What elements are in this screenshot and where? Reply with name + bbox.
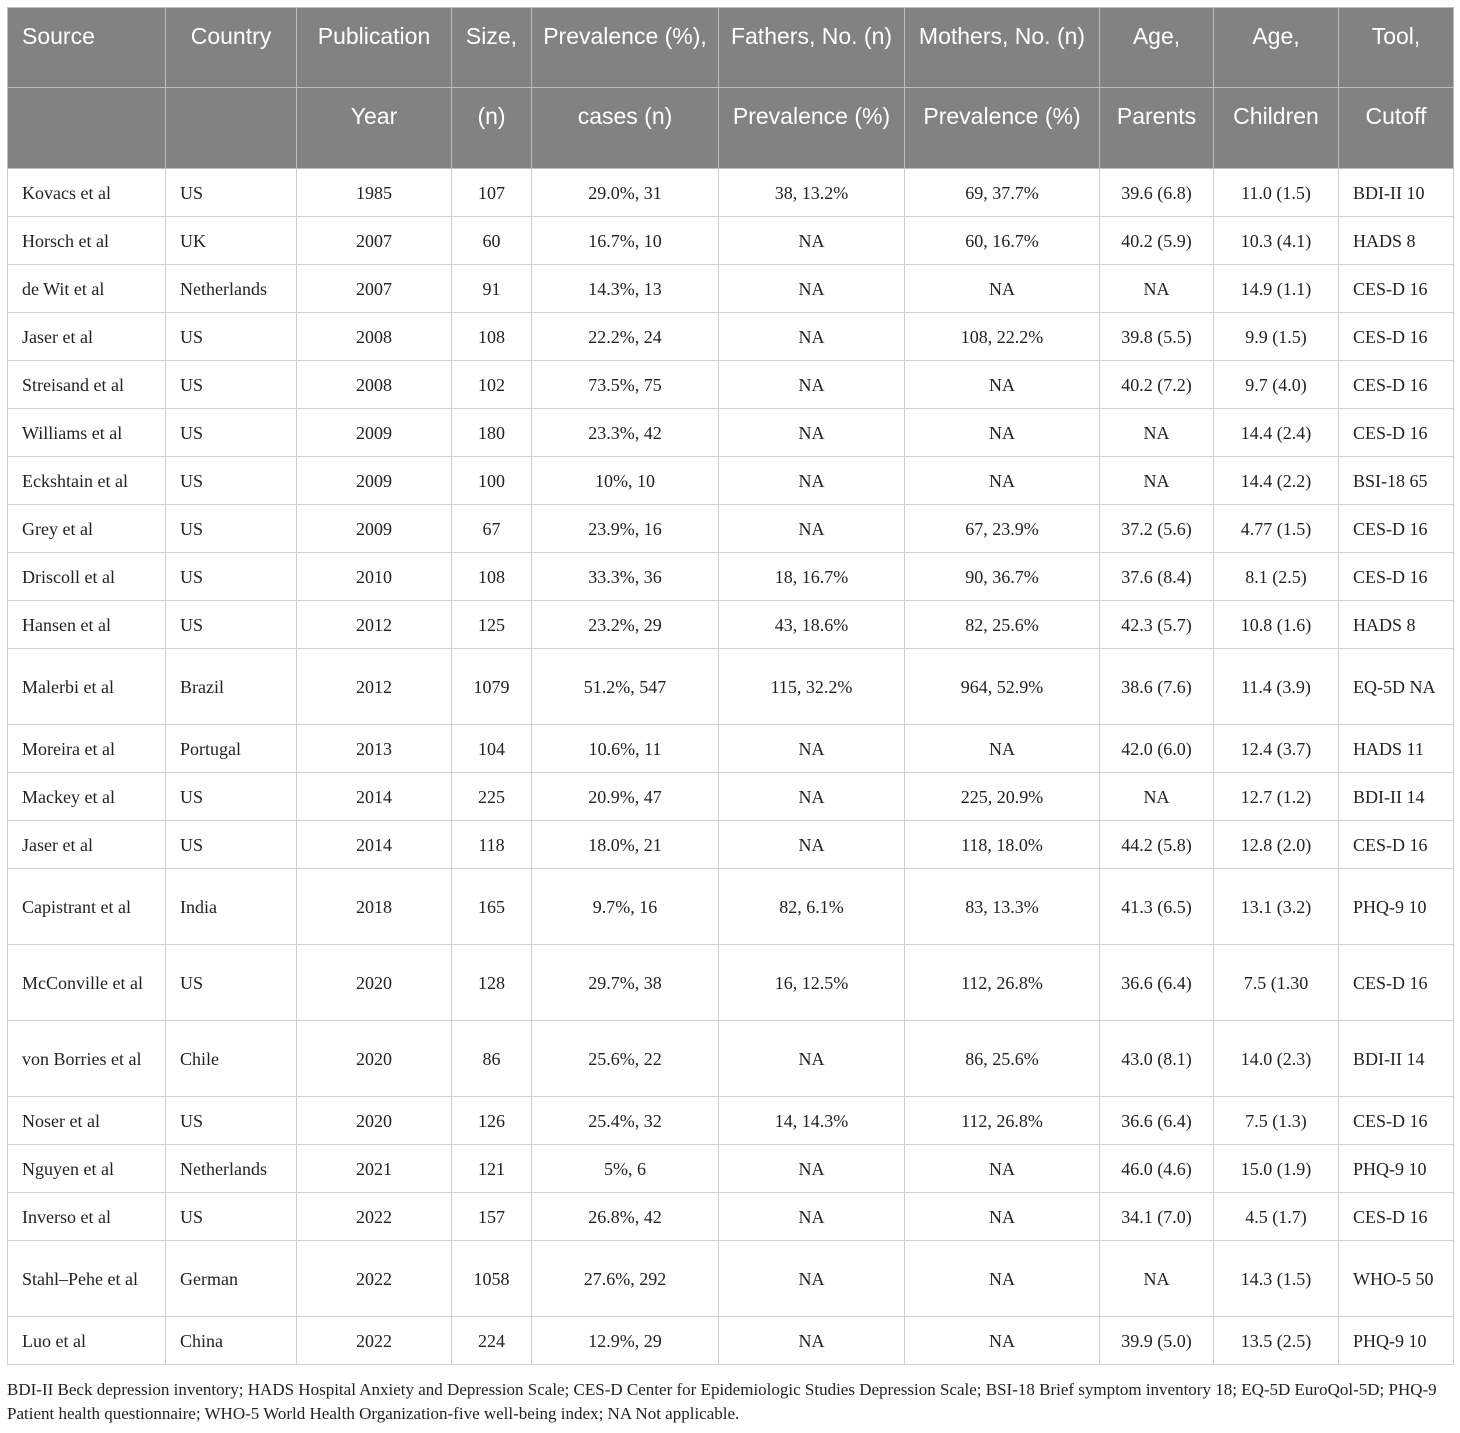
cell-size: 118 (452, 821, 532, 869)
header-fathers: Fathers, No. (n) (719, 8, 905, 88)
cell-source: Inverso et al (8, 1193, 166, 1241)
cell-size: 165 (452, 869, 532, 945)
cell-year: 2009 (297, 409, 452, 457)
cell-country: UK (166, 217, 297, 265)
cell-source: Capistrant et al (8, 869, 166, 945)
cell-age-parents: 39.8 (5.5) (1100, 313, 1214, 361)
cell-age-children: 10.3 (4.1) (1214, 217, 1339, 265)
cell-age-children: 12.4 (3.7) (1214, 725, 1339, 773)
cell-size: 225 (452, 773, 532, 821)
cell-mothers: 69, 37.7% (905, 169, 1100, 217)
cell-prevalence: 25.4%, 32 (532, 1097, 719, 1145)
cell-fathers: NA (719, 217, 905, 265)
cell-prevalence: 33.3%, 36 (532, 553, 719, 601)
cell-year: 2013 (297, 725, 452, 773)
cell-fathers: NA (719, 265, 905, 313)
header-size: Size, (452, 8, 532, 88)
table-row (8, 1021, 1454, 1097)
cell-age-parents: 41.3 (6.5) (1100, 869, 1214, 945)
table-row (8, 869, 1454, 945)
cell-country: Brazil (166, 649, 297, 725)
cell-country: US (166, 1097, 297, 1145)
cell-size: 108 (452, 313, 532, 361)
cell-tool: BDI-II 10 (1339, 169, 1454, 217)
table-row (8, 457, 1454, 505)
table-row (8, 361, 1454, 409)
cell-country: US (166, 409, 297, 457)
cell-year: 2010 (297, 553, 452, 601)
cell-fathers: 14, 14.3% (719, 1097, 905, 1145)
cell-tool: CES-D 16 (1339, 1193, 1454, 1241)
header-cases: cases (n) (532, 88, 719, 169)
cell-year: 2007 (297, 265, 452, 313)
cell-prevalence: 9.7%, 16 (532, 869, 719, 945)
cell-age-parents: 34.1 (7.0) (1100, 1193, 1214, 1241)
cell-age-children: 14.4 (2.4) (1214, 409, 1339, 457)
cell-country: US (166, 361, 297, 409)
cell-tool: HADS 8 (1339, 601, 1454, 649)
cell-tool: HADS 11 (1339, 725, 1454, 773)
cell-age-children: 11.4 (3.9) (1214, 649, 1339, 725)
table-row (8, 409, 1454, 457)
cell-country: Chile (166, 1021, 297, 1097)
table-row (8, 1241, 1454, 1317)
cell-size: 128 (452, 945, 532, 1021)
cell-fathers: NA (719, 1021, 905, 1097)
cell-age-parents: 43.0 (8.1) (1100, 1021, 1214, 1097)
cell-prevalence: 29.0%, 31 (532, 169, 719, 217)
cell-mothers: 82, 25.6% (905, 601, 1100, 649)
cell-prevalence: 20.9%, 47 (532, 773, 719, 821)
cell-prevalence: 73.5%, 75 (532, 361, 719, 409)
cell-size: 67 (452, 505, 532, 553)
cell-source: Malerbi et al (8, 649, 166, 725)
table-row (8, 217, 1454, 265)
cell-tool: PHQ-9 10 (1339, 869, 1454, 945)
cell-prevalence: 14.3%, 13 (532, 265, 719, 313)
header-source-sub (8, 88, 166, 169)
cell-mothers: NA (905, 725, 1100, 773)
cell-tool: CES-D 16 (1339, 553, 1454, 601)
cell-fathers: 18, 16.7% (719, 553, 905, 601)
cell-age-children: 12.8 (2.0) (1214, 821, 1339, 869)
header-mothers-prevalence: Prevalence (%) (905, 88, 1100, 169)
cell-year: 2008 (297, 361, 452, 409)
cell-mothers: NA (905, 1241, 1100, 1317)
cell-prevalence: 10.6%, 11 (532, 725, 719, 773)
cell-source: Horsch et al (8, 217, 166, 265)
table-row (8, 1097, 1454, 1145)
cell-fathers: NA (719, 773, 905, 821)
header-cutoff: Cutoff (1339, 88, 1454, 169)
cell-source: Mackey et al (8, 773, 166, 821)
cell-size: 121 (452, 1145, 532, 1193)
cell-age-parents: NA (1100, 457, 1214, 505)
cell-source: Noser et al (8, 1097, 166, 1145)
cell-fathers: NA (719, 1317, 905, 1365)
cell-year: 1985 (297, 169, 452, 217)
cell-fathers: 16, 12.5% (719, 945, 905, 1021)
cell-age-parents: 38.6 (7.6) (1100, 649, 1214, 725)
header-mothers: Mothers, No. (n) (905, 8, 1100, 88)
header-age-parents: Age, (1100, 8, 1214, 88)
header-publication: Publication (297, 8, 452, 88)
table-row (8, 169, 1454, 217)
cell-age-parents: 36.6 (6.4) (1100, 1097, 1214, 1145)
cell-year: 2014 (297, 773, 452, 821)
cell-mothers: NA (905, 1317, 1100, 1365)
cell-mothers: 60, 16.7% (905, 217, 1100, 265)
cell-source: Moreira et al (8, 725, 166, 773)
header-prevalence: Prevalence (%), (532, 8, 719, 88)
cell-age-parents: NA (1100, 265, 1214, 313)
cell-mothers: NA (905, 1145, 1100, 1193)
cell-year: 2009 (297, 505, 452, 553)
table-row (8, 945, 1454, 1021)
cell-age-children: 4.77 (1.5) (1214, 505, 1339, 553)
cell-mothers: 83, 13.3% (905, 869, 1100, 945)
cell-source: Hansen et al (8, 601, 166, 649)
cell-age-parents: NA (1100, 773, 1214, 821)
cell-source: Williams et al (8, 409, 166, 457)
table-header (8, 8, 1454, 169)
cell-source: Driscoll et al (8, 553, 166, 601)
cell-prevalence: 23.3%, 42 (532, 409, 719, 457)
cell-age-parents: 46.0 (4.6) (1100, 1145, 1214, 1193)
cell-age-children: 13.5 (2.5) (1214, 1317, 1339, 1365)
cell-fathers: 82, 6.1% (719, 869, 905, 945)
cell-age-children: 14.0 (2.3) (1214, 1021, 1339, 1097)
cell-country: US (166, 505, 297, 553)
cell-mothers: 67, 23.9% (905, 505, 1100, 553)
cell-age-parents: 39.9 (5.0) (1100, 1317, 1214, 1365)
cell-mothers: 90, 36.7% (905, 553, 1100, 601)
cell-fathers: NA (719, 409, 905, 457)
cell-mothers: 86, 25.6% (905, 1021, 1100, 1097)
cell-year: 2018 (297, 869, 452, 945)
cell-size: 100 (452, 457, 532, 505)
table-row (8, 1317, 1454, 1365)
table-footnote: BDI-II Beck depression inventory; HADS Hospital Anxiety and Depression Scale; CES-D Center for Epidemiologic Studies Depression Scale; BSI-18 Brief symptom inventory 18; EQ-5D EuroQol-5D; PHQ-9 Patient health questionnaire; WHO-5 World Health Organization-five well-being index; NA Not applicable. (7, 1380, 1437, 1423)
cell-fathers: NA (719, 821, 905, 869)
header-row-2 (8, 88, 1454, 169)
cell-size: 91 (452, 265, 532, 313)
cell-age-children: 14.9 (1.1) (1214, 265, 1339, 313)
header-tool: Tool, (1339, 8, 1454, 88)
cell-prevalence: 23.9%, 16 (532, 505, 719, 553)
cell-age-parents: NA (1100, 409, 1214, 457)
cell-tool: CES-D 16 (1339, 505, 1454, 553)
cell-tool: HADS 8 (1339, 217, 1454, 265)
header-source: Source (8, 8, 166, 88)
cell-prevalence: 18.0%, 21 (532, 821, 719, 869)
cell-fathers: NA (719, 725, 905, 773)
cell-age-children: 12.7 (1.2) (1214, 773, 1339, 821)
cell-mothers: 108, 22.2% (905, 313, 1100, 361)
cell-country: Netherlands (166, 265, 297, 313)
cell-tool: CES-D 16 (1339, 945, 1454, 1021)
cell-size: 1058 (452, 1241, 532, 1317)
cell-country: US (166, 773, 297, 821)
cell-size: 108 (452, 553, 532, 601)
table-row (8, 725, 1454, 773)
cell-tool: BSI-18 65 (1339, 457, 1454, 505)
cell-tool: WHO-5 50 (1339, 1241, 1454, 1317)
cell-country: Portugal (166, 725, 297, 773)
cell-size: 125 (452, 601, 532, 649)
cell-mothers: 112, 26.8% (905, 1097, 1100, 1145)
table-row (8, 505, 1454, 553)
cell-age-children: 10.8 (1.6) (1214, 601, 1339, 649)
cell-tool: CES-D 16 (1339, 409, 1454, 457)
cell-country: US (166, 457, 297, 505)
cell-tool: PHQ-9 10 (1339, 1317, 1454, 1365)
cell-prevalence: 23.2%, 29 (532, 601, 719, 649)
cell-source: Nguyen et al (8, 1145, 166, 1193)
cell-year: 2022 (297, 1193, 452, 1241)
cell-source: Grey et al (8, 505, 166, 553)
cell-prevalence: 12.9%, 29 (532, 1317, 719, 1365)
cell-age-parents: NA (1100, 1241, 1214, 1317)
cell-country: China (166, 1317, 297, 1365)
cell-fathers: NA (719, 1241, 905, 1317)
cell-tool: CES-D 16 (1339, 313, 1454, 361)
header-year: Year (297, 88, 452, 169)
cell-year: 2020 (297, 1097, 452, 1145)
cell-mothers: 225, 20.9% (905, 773, 1100, 821)
cell-country: US (166, 601, 297, 649)
cell-age-children: 4.5 (1.7) (1214, 1193, 1339, 1241)
cell-size: 157 (452, 1193, 532, 1241)
cell-mothers: NA (905, 265, 1100, 313)
table-row (8, 553, 1454, 601)
cell-size: 86 (452, 1021, 532, 1097)
table-row (8, 313, 1454, 361)
cell-tool: CES-D 16 (1339, 361, 1454, 409)
cell-source: Kovacs et al (8, 169, 166, 217)
cell-size: 60 (452, 217, 532, 265)
cell-country: German (166, 1241, 297, 1317)
cell-age-children: 11.0 (1.5) (1214, 169, 1339, 217)
cell-year: 2008 (297, 313, 452, 361)
cell-age-children: 14.3 (1.5) (1214, 1241, 1339, 1317)
cell-source: McConville et al (8, 945, 166, 1021)
cell-age-parents: 44.2 (5.8) (1100, 821, 1214, 869)
cell-fathers: 38, 13.2% (719, 169, 905, 217)
table-row (8, 649, 1454, 725)
cell-source: de Wit et al (8, 265, 166, 313)
cell-prevalence: 22.2%, 24 (532, 313, 719, 361)
cell-prevalence: 26.8%, 42 (532, 1193, 719, 1241)
cell-country: US (166, 945, 297, 1021)
cell-country: US (166, 313, 297, 361)
header-fathers-prevalence: Prevalence (%) (719, 88, 905, 169)
cell-tool: CES-D 16 (1339, 265, 1454, 313)
header-parents: Parents (1100, 88, 1214, 169)
cell-source: Jaser et al (8, 313, 166, 361)
cell-age-children: 8.1 (2.5) (1214, 553, 1339, 601)
cell-country: US (166, 553, 297, 601)
cell-age-children: 13.1 (3.2) (1214, 869, 1339, 945)
cell-year: 2007 (297, 217, 452, 265)
cell-size: 107 (452, 169, 532, 217)
cell-fathers: 43, 18.6% (719, 601, 905, 649)
cell-year: 2014 (297, 821, 452, 869)
cell-age-parents: 42.3 (5.7) (1100, 601, 1214, 649)
cell-prevalence: 5%, 6 (532, 1145, 719, 1193)
cell-size: 224 (452, 1317, 532, 1365)
cell-fathers: NA (719, 1193, 905, 1241)
cell-year: 2012 (297, 601, 452, 649)
cell-country: Netherlands (166, 1145, 297, 1193)
table-row (8, 265, 1454, 313)
header-row-1 (8, 8, 1454, 88)
cell-fathers: NA (719, 457, 905, 505)
cell-year: 2020 (297, 945, 452, 1021)
cell-source: Eckshtain et al (8, 457, 166, 505)
cell-year: 2012 (297, 649, 452, 725)
cell-country: India (166, 869, 297, 945)
cell-year: 2022 (297, 1241, 452, 1317)
cell-mothers: NA (905, 457, 1100, 505)
cell-age-children: 15.0 (1.9) (1214, 1145, 1339, 1193)
cell-fathers: NA (719, 313, 905, 361)
cell-fathers: NA (719, 361, 905, 409)
cell-prevalence: 25.6%, 22 (532, 1021, 719, 1097)
header-age-children: Age, (1214, 8, 1339, 88)
cell-mothers: 118, 18.0% (905, 821, 1100, 869)
table-row (8, 821, 1454, 869)
cell-size: 1079 (452, 649, 532, 725)
cell-age-parents: 37.2 (5.6) (1100, 505, 1214, 553)
cell-age-children: 7.5 (1.30 (1214, 945, 1339, 1021)
cell-fathers: 115, 32.2% (719, 649, 905, 725)
cell-age-children: 9.9 (1.5) (1214, 313, 1339, 361)
cell-mothers: NA (905, 361, 1100, 409)
cell-source: Streisand et al (8, 361, 166, 409)
table-row (8, 1145, 1454, 1193)
cell-prevalence: 10%, 10 (532, 457, 719, 505)
cell-fathers: NA (719, 505, 905, 553)
cell-year: 2009 (297, 457, 452, 505)
cell-source: von Borries et al (8, 1021, 166, 1097)
cell-source: Stahl–Pehe et al (8, 1241, 166, 1317)
cell-tool: BDI-II 14 (1339, 1021, 1454, 1097)
cell-year: 2020 (297, 1021, 452, 1097)
cell-mothers: 964, 52.9% (905, 649, 1100, 725)
cell-mothers: NA (905, 409, 1100, 457)
cell-country: US (166, 1193, 297, 1241)
cell-source: Jaser et al (8, 821, 166, 869)
cell-age-parents: 37.6 (8.4) (1100, 553, 1214, 601)
cell-age-parents: 42.0 (6.0) (1100, 725, 1214, 773)
table-body (8, 169, 1454, 1365)
cell-tool: BDI-II 14 (1339, 773, 1454, 821)
cell-tool: PHQ-9 10 (1339, 1145, 1454, 1193)
cell-size: 180 (452, 409, 532, 457)
cell-prevalence: 51.2%, 547 (532, 649, 719, 725)
cell-size: 126 (452, 1097, 532, 1145)
cell-prevalence: 16.7%, 10 (532, 217, 719, 265)
cell-age-children: 9.7 (4.0) (1214, 361, 1339, 409)
cell-source: Luo et al (8, 1317, 166, 1365)
cell-year: 2021 (297, 1145, 452, 1193)
header-children: Children (1214, 88, 1339, 169)
cell-age-parents: 40.2 (7.2) (1100, 361, 1214, 409)
cell-age-children: 14.4 (2.2) (1214, 457, 1339, 505)
cell-age-children: 7.5 (1.3) (1214, 1097, 1339, 1145)
cell-size: 102 (452, 361, 532, 409)
cell-tool: EQ-5D NA (1339, 649, 1454, 725)
cell-mothers: NA (905, 1193, 1100, 1241)
header-country: Country (166, 8, 297, 88)
cell-fathers: NA (719, 1145, 905, 1193)
table-row (8, 601, 1454, 649)
cell-size: 104 (452, 725, 532, 773)
cell-age-parents: 36.6 (6.4) (1100, 945, 1214, 1021)
cell-year: 2022 (297, 1317, 452, 1365)
cell-mothers: 112, 26.8% (905, 945, 1100, 1021)
cell-country: US (166, 169, 297, 217)
cell-age-parents: 40.2 (5.9) (1100, 217, 1214, 265)
cell-tool: CES-D 16 (1339, 821, 1454, 869)
prevalence-table (7, 7, 1454, 1365)
header-size-n: (n) (452, 88, 532, 169)
header-country-sub (166, 88, 297, 169)
cell-prevalence: 27.6%, 292 (532, 1241, 719, 1317)
cell-country: US (166, 821, 297, 869)
table-row (8, 773, 1454, 821)
cell-tool: CES-D 16 (1339, 1097, 1454, 1145)
table-row (8, 1193, 1454, 1241)
cell-age-parents: 39.6 (6.8) (1100, 169, 1214, 217)
cell-prevalence: 29.7%, 38 (532, 945, 719, 1021)
